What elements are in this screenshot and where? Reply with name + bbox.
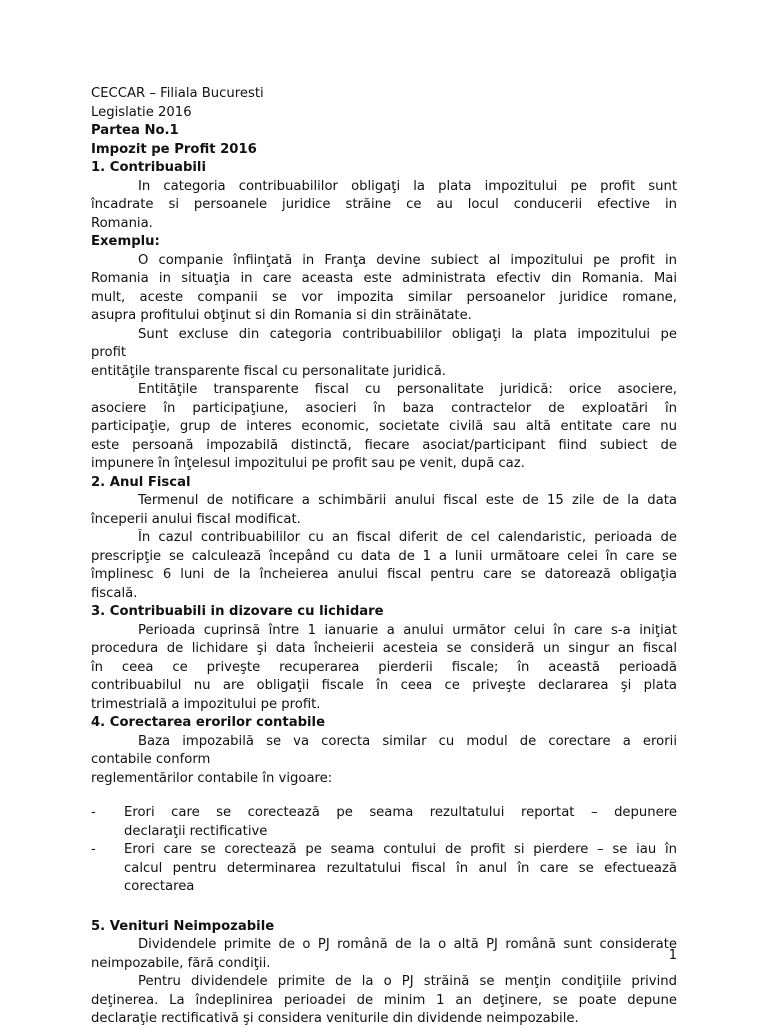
text-line: Baza impozabilă se va corecta similar cu modul de corectare a erorii <box>138 733 677 749</box>
text-line: împlinesc 6 luni de la încheierea anului fiscal pentru care se datorează obligaţia <box>91 567 677 582</box>
text-line: mult, aceste companii se vor impozita similar persoanelor juridice romane, <box>91 289 677 305</box>
text-line: reglementărilor contabile în vigoare: <box>91 770 333 786</box>
section-heading: 4. Corectarea erorilor contabile <box>91 715 326 730</box>
bullet-text: Erori care se corectează pe seama rezultatului reportat – depunere <box>124 805 677 820</box>
text-line: este persoană impozabilă distinctă, fiecare asociat/participant fiind subiect de <box>91 437 677 453</box>
bullet-text: Erori care se corectează pe seama contului de profit si pierdere – se iau în <box>124 842 677 857</box>
section-heading: 3. Contribuabili in dizovare cu lichidare <box>91 604 384 619</box>
page-number: 1 <box>668 948 677 963</box>
text-line: În cazul contribuabililor cu an fiscal diferit de cel calendaristic, perioada de <box>138 530 677 545</box>
spacer <box>91 788 677 804</box>
content-lines <box>91 159 677 1029</box>
text-line: neimpozabile, fără condiţii. <box>91 955 271 971</box>
text-line: O companie înfiinţată in Franţa devine subiect al impozitului pe profit in <box>138 252 677 268</box>
text-line: Dividendele primite de o PJ română de la o altă PJ română sunt considerate <box>138 937 677 952</box>
text-line: deţinerea. La îndeplinirea perioadei de minim 1 an deţinere, se poate depune <box>91 992 677 1008</box>
bullet-item <box>91 841 677 860</box>
bullet-item <box>91 804 677 823</box>
section-heading: 2. Anul Fiscal <box>91 474 191 490</box>
text-line: entităţile transparente fiscal cu personalitate juridică. <box>91 363 446 379</box>
text-line: participaţie, grup de interes economic, societate civilă sau altă entitate care nu <box>91 419 677 434</box>
text-line: Entităţile transparente fiscal cu personalitate juridică: orice asociere, <box>138 382 677 397</box>
text-line: prescripţie se calculează începând cu data de 1 a lunii următoare celei în care se <box>91 548 677 564</box>
text-line: impunere în înţelesul impozitului pe profit sau pe venit, după caz. <box>91 456 525 471</box>
text-line: asupra profitului obţinut si din Romania si din străinătate. <box>91 308 472 323</box>
text-line: contribuabilul nu are obligaţii fiscale în ceea ce priveşte declararea şi plata <box>91 678 677 693</box>
part-heading: Partea No.1 <box>91 123 179 138</box>
document-body <box>91 85 677 1029</box>
bullet-dash: - <box>91 842 96 857</box>
bullet-dash: - <box>91 805 96 820</box>
document-title: Impozit pe Profit 2016 <box>91 141 257 157</box>
text-line: declaraţii rectificative <box>124 823 268 839</box>
text-line: contabile conform <box>91 752 211 767</box>
spacer <box>91 897 677 918</box>
section-heading: Exemplu: <box>91 234 160 249</box>
text-line: Perioada cuprinsă între 1 ianuarie a anului următor celui în care s-a iniţiat <box>138 622 677 638</box>
section-heading: 1. Contribuabili <box>91 160 206 175</box>
subtitle-line: Legislatie 2016 <box>91 104 192 120</box>
section-heading: 5. Venituri Neimpozabile <box>91 918 275 934</box>
text-line: profit <box>91 345 127 360</box>
text-line: încadrate si persoanele juridice străine ce au locul conducerii efective in <box>91 197 677 212</box>
org-line: CECCAR – Filiala Bucuresti <box>91 86 264 101</box>
text-line: în ceea ce priveşte recuperarea pierderii fiscale; în această perioadă <box>91 659 677 675</box>
text-line: procedura de lichidare şi data încheierii acesteia se consideră un singur an fiscal <box>91 641 677 656</box>
text-line: Sunt excluse din categoria contribuabililor obligaţi la plata impozitului pe <box>138 326 677 342</box>
text-line: Pentru dividendele primite de la o PJ străină se menţin condiţiile privind <box>138 974 677 989</box>
text-line: trimestrială a impozitului pe profit. <box>91 696 321 712</box>
text-line: corectarea <box>124 879 195 894</box>
text-line: fiscală. <box>91 585 138 601</box>
text-line: asociere în participaţiune, asocieri în baza contractelor de exploatări în <box>91 400 677 416</box>
text-line: Romania. <box>91 215 153 231</box>
text-line: declaraţie rectificativă şi considera veniturile din dividende neimpozabile. <box>91 1011 579 1026</box>
text-line: începerii anului fiscal modificat. <box>91 511 301 527</box>
text-line: calcul pentru determinarea rezultatului fiscal în anul în care se efectuează <box>124 860 677 876</box>
text-line: Romania in situaţia in care aceasta este administrata efectiv din Romania. Mai <box>91 271 677 286</box>
text-line: Termenul de notificare a schimbării anului fiscal este de 15 zile de la data <box>138 493 677 508</box>
text-line: In categoria contribuabililor obligaţi la plata impozitului pe profit sunt <box>138 178 677 194</box>
